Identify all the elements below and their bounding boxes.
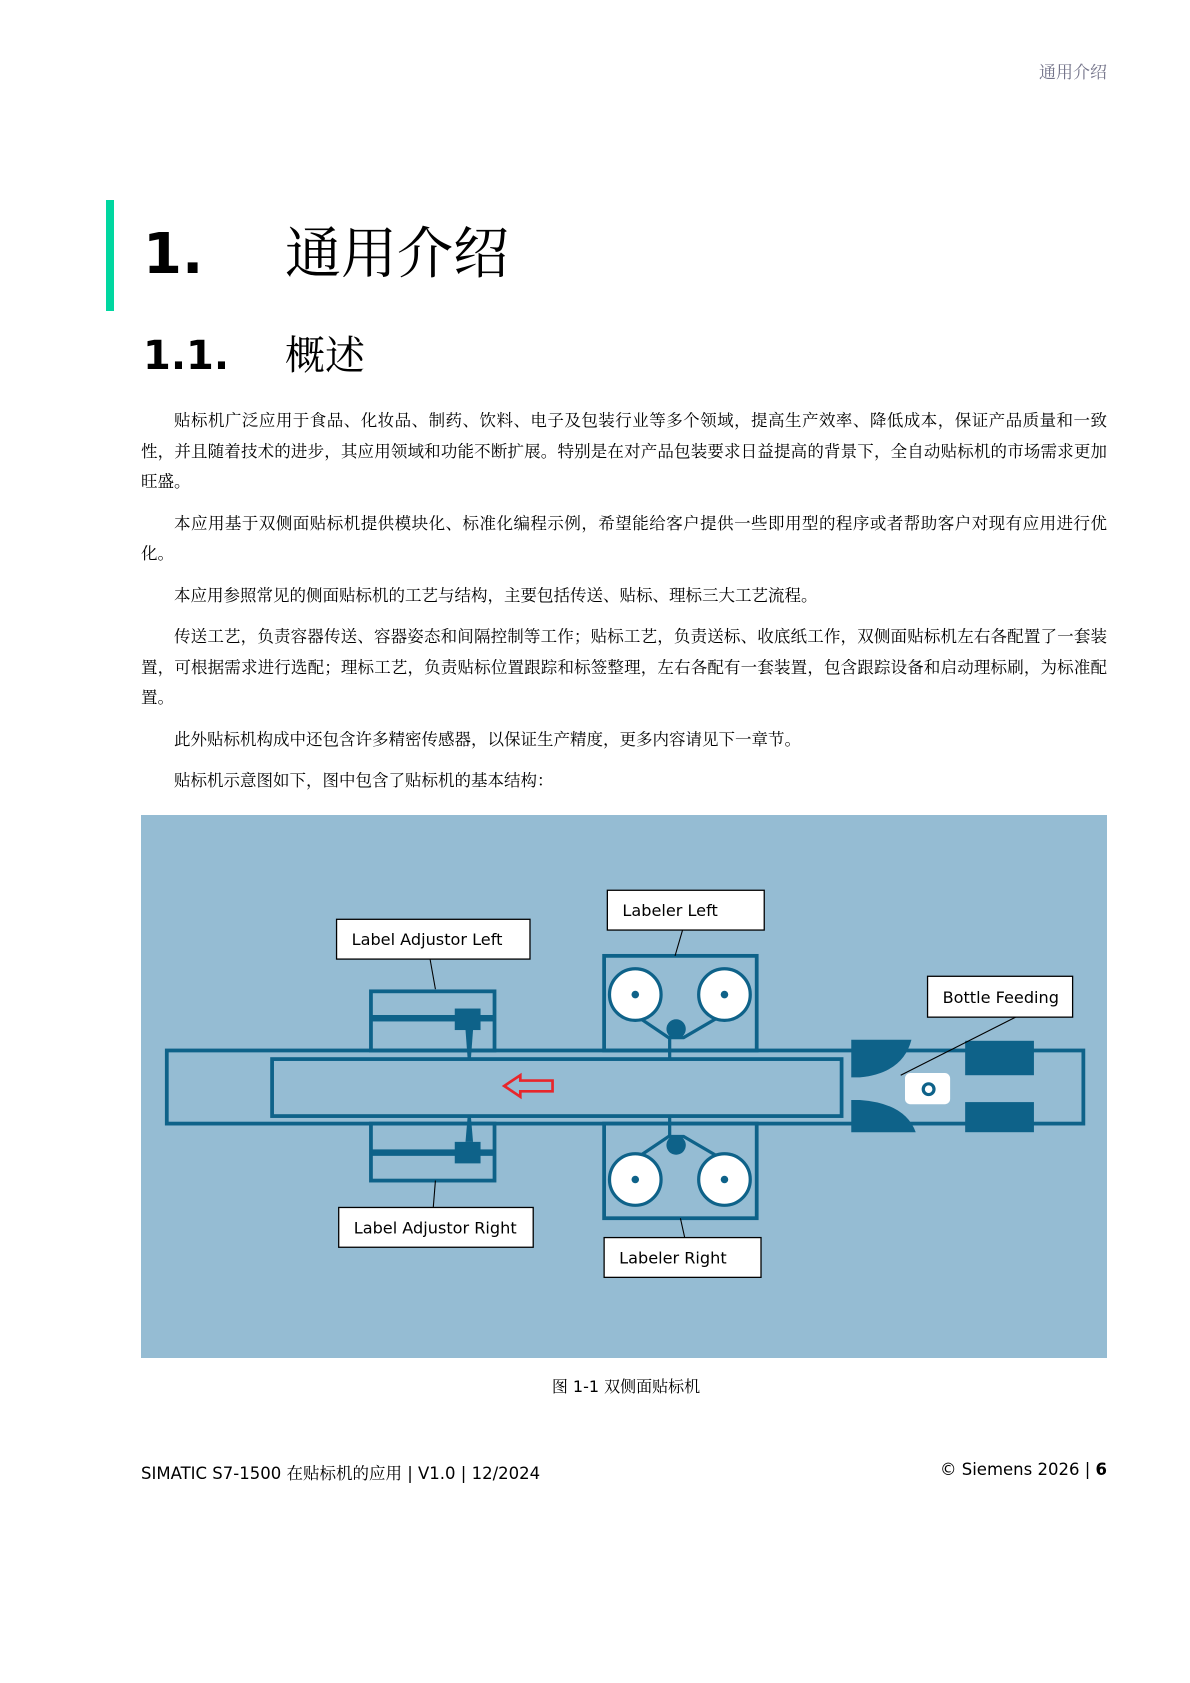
bottle-icon	[905, 1073, 950, 1104]
paragraph: 贴标机示意图如下，图中包含了贴标机的基本结构：	[174, 771, 554, 790]
feeder-block-bottom	[965, 1102, 1034, 1132]
feeder-guide-bottom	[851, 1100, 915, 1132]
section-title: 概述	[285, 333, 365, 379]
section-number: 1.1.	[143, 333, 230, 379]
labeler-diagram	[141, 815, 1107, 1358]
diagram-svg	[141, 815, 1107, 1358]
paragraph: 此外贴标机构成中还包含许多精密传感器，以保证生产精度，更多内容请见下一章节。	[174, 729, 801, 749]
paragraph: 贴标机广泛应用于食品、化妆品、制药、饮料、电子及包装行业等多个领域，提高生产效率、降低成本，保证产品质量和一致性，并且随着技术的进步，其应用领域和功能不断扩展。特别是在对产品包装要求日益提高的背景下，全自动贴标机的市场需求更加旺盛。	[141, 411, 1107, 491]
label-adjustor-right-label: Label Adjustor Right	[353, 1218, 517, 1238]
figure-caption: 图 1-1 双侧面贴标机	[551, 1377, 701, 1396]
bottle-feeding-label: Bottle Feeding	[942, 988, 1059, 1008]
feeder-block-top	[965, 1041, 1034, 1075]
chapter-accent-bar	[106, 200, 114, 311]
paragraph: 本应用参照常见的侧面贴标机的工艺与结构，主要包括传送、贴标、理标三大工艺流程。	[174, 585, 818, 605]
label-adjustor-right-head	[455, 1142, 481, 1164]
conveyor-inner	[272, 1059, 841, 1116]
chapter-title: 通用介绍	[285, 222, 509, 287]
labeler-right-label: Labeler Right	[619, 1248, 727, 1268]
footer-document-title: SIMATIC S7-1500 在贴标机的应用 | V1.0 | 12/2024	[141, 1464, 541, 1483]
paragraph: 传送工艺，负责容器传送、容器姿态和间隔控制等工作；贴标工艺，负责送标、收底纸工作，双侧面贴标机左右各配置了一套装置，可根据需求进行选配；理标工艺，负责贴标位置跟踪和标签整理，左右各配有一套装置，包含跟踪设备和启动理标刷，为标准配置。	[141, 627, 1107, 707]
copyright-text: © Siemens 2026 |	[939, 1460, 1096, 1479]
labeler-left-label: Labeler Left	[622, 901, 718, 921]
page-number: 6	[1095, 1460, 1107, 1479]
label-adjustor-left-head	[455, 1009, 481, 1031]
chapter-number: 1.	[143, 222, 204, 287]
running-head: 通用介绍	[1039, 63, 1107, 83]
chapter-heading	[143, 220, 509, 290]
label-adjustor-left-label: Label Adjustor Left	[351, 930, 503, 950]
footer-copyright	[940, 1460, 1107, 1479]
section-heading	[143, 330, 365, 382]
body-text	[141, 406, 1107, 808]
feeder-guide-top	[851, 1040, 911, 1078]
paragraph: 本应用基于双侧面贴标机提供模块化、标准化编程示例，希望能给客户提供一些即用型的程序或者帮助客户对现有应用进行优化。	[141, 513, 1107, 563]
direction-arrow-icon	[504, 1075, 552, 1097]
